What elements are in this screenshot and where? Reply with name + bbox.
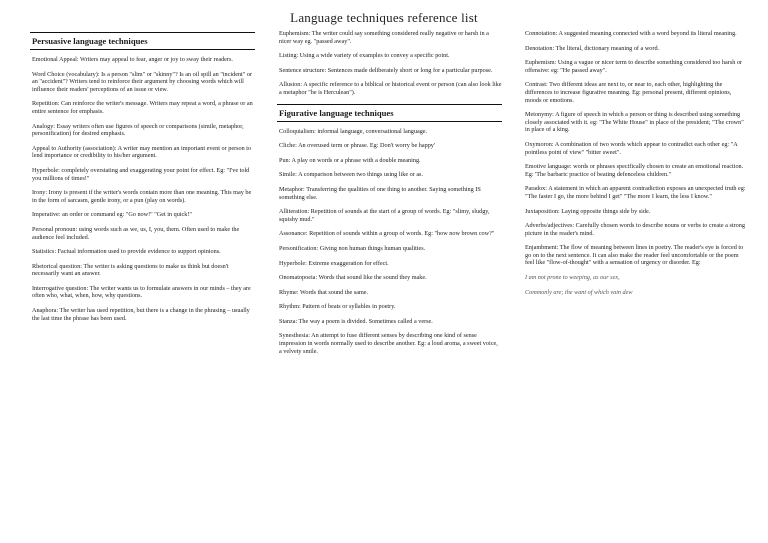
entry-enjambment: Enjambment: The flow of meaning between lines in poetry. The reader's eye is forced to go on to the next sentence. It can also make the reader feel uncomfortable or the poem feel like "flow-of-thought" with a sensation of urgency or disorder. Eg: [525,244,744,267]
quote-line-2: Commonly are; the want of which vain dew [525,288,633,296]
entry-euphemism: Euphemism: The writer could say something considered really negative or harsh in a nicer way eg. "passed away". [279,30,489,45]
entry-hyperbole-figurative: Hyperbole: Extreme exaggeration for effect. [279,259,389,267]
entry-imperative: Imperative: an order or command eg: "Go now!" "Get in quick!" [32,211,192,219]
entry-paradox: Paradox: A statement in which an apparent contradiction exposes an unexpected truth eg: "The faster I go, the more behind I get" "The more I learn, the less I know." [525,185,746,200]
entry-listing: Listing: Using a wide variety of examples to convey a specific point. [279,52,450,60]
section-heading-figurative: Figurative language techniques [277,104,502,122]
entry-rhetorical-question: Rhetorical question: The writer is asking questions to make us think but doesn't necessarily want an answer. [32,262,229,278]
entry-juxtaposition: Juxtaposition: Laying opposite things side by side. [525,207,651,215]
column-middle [277,30,502,362]
entry-irony: Irony: Irony is present if the writer's words contain more than one meaning. This may be in the form of sarcasm, gentle irony, or a pun (play on words). [32,189,252,204]
entry-personification: Personification: Giving non human things human qualities. [279,244,426,252]
entry-word-choice: Word Choice (vocabulary): Is a person "slim" or "skinny"? Is an oil spill an "incident" or an "accident"? Writers tend to reinforce their argument by choosing words which will influence their readers' perceptions of an issue or view. [32,70,252,93]
entry-rhythm: Rhythm: Pattern of beats or syllables in poetry. [279,303,396,311]
quote-line-1: I am not prone to weeping, as our sex, [525,274,620,282]
entry-allusion: Allusion: A specific reference to a biblical or historical event or person (can also look like a metaphor "he is Herculean"). [279,81,502,96]
entry-interrogative-question: Interrogative question: The writer wants us to formulate answers in our minds – they are often who, what, when, how, why questions. [32,284,251,300]
entry-hyperbole: Hyperbole: completely overstating and exaggerating your point for effect. Eg: "I've told you millions of times!" [32,166,250,182]
entry-emotive-language: Emotive language: words or phrases specifically chosen to create an emotional reaction. Eg: 'The barbaric practice of beating defenceless children." [525,163,744,178]
entry-metaphor: Metaphor: Transferring the qualities of one thing to another. Saying something IS something else. [279,185,481,201]
column-persuasive [30,30,255,329]
entry-rhyme: Rhyme: Words that sound the same. [279,288,369,296]
section-heading-persuasive: Persuasive language techniques [30,32,255,50]
entry-euphemism-2: Euphemism: Using a vague or nicer term to describe something considered too harsh or offensive: eg: "He passed away". [525,59,743,74]
entry-stanza: Stanza: The way a poem is divided. Sometimes called a verse. [279,317,433,325]
entry-repetition: Repetition: Can reinforce the writer's message. Writers may repeat a word, a phrase or an entire sentence for emphasis. [32,100,253,115]
entry-metonymy: Metonymy: A figure of speech in which a person or thing is described using something closely associated with it. eg: "The White House" in place of the president; "The crown" in place of a king. [525,111,744,134]
entry-assonance: Assonance: Repetition of sounds within a group of words. Eg: "how now brown cow?" [279,230,495,238]
entry-denotation: Denotation: The literal, dictionary meaning of a word. [525,44,660,52]
entry-emotional-appeal: Emotional Appeal: Writers may appeal to fear, anger or joy to sway their readers. [32,56,233,63]
entry-oxymoron: Oxymoron: A combination of two words which appear to contradict each other eg: "A pointless point of view" "bitter sweet". [525,140,738,156]
entry-adverbs-adjectives: Adverbs/adjectives: Carefully chosen words to describe nouns or verbs to create a strong picture in the reader's mind. [525,222,745,237]
entry-sentence-structure: Sentence structure: Sentences made deliberately short or long for a particular purpose. [279,66,493,74]
entry-colloquialism: Colloquialism: informal language, conversational language. [279,127,428,135]
entry-analogy: Analogy: Essay writers often use figures of speech or comparisons (simile, metaphor, personification) for desired emphasis. [32,122,244,138]
entry-statistics: Statistics: Factual information used to provide evidence to support opinions. [32,248,221,256]
entry-anaphora: Anaphora: The writer has used repetition, but there is a change in the phrasing – usually the last time the phrase has been used. [32,307,250,322]
entry-simile: Simile: A comparison between two things using like or as. [279,171,424,179]
entry-synesthesia: Synesthesia: An attempt to fuse different senses by describing one kind of sense impression in words normally used to describe another. Eg: a loud aroma, a sweet voice, a velvety smile. [279,332,498,355]
entry-onomatopoeia: Onomatopoeia: Words that sound like the sound they make. [279,274,427,282]
column-right [523,30,748,303]
entry-appeal-to-authority: Appeal to Authority (association): A writer may mention an important event or person to lend importance or credibility to his/her argument. [32,144,252,160]
page-title: Language techniques reference list [290,10,478,25]
entry-contrast: Contrast: Two different ideas are next to, or near to, each other, highlighting the differences to increase figurative meaning. Eg: personal present, different opinions, moods or emotions. [525,81,732,104]
entry-pun: Pun: A play on words or a phrase with a double meaning. [279,156,421,164]
entry-connotation: Connotation: A suggested meaning connected with a word beyond its literal meaning. [525,30,737,37]
entry-personal-pronoun: Personal pronoun: using words such as we, us, I, you, them. Often used to make the audience feel included. [32,225,240,241]
entry-alliteration: Alliteration: Repetition of sounds at the start of a group of words. Eg: "slimy, sludgy, squishy mud." [279,208,490,223]
entry-cliche: Cliche: An overused term or phrase. Eg: Don't worry be happy' [279,142,436,150]
